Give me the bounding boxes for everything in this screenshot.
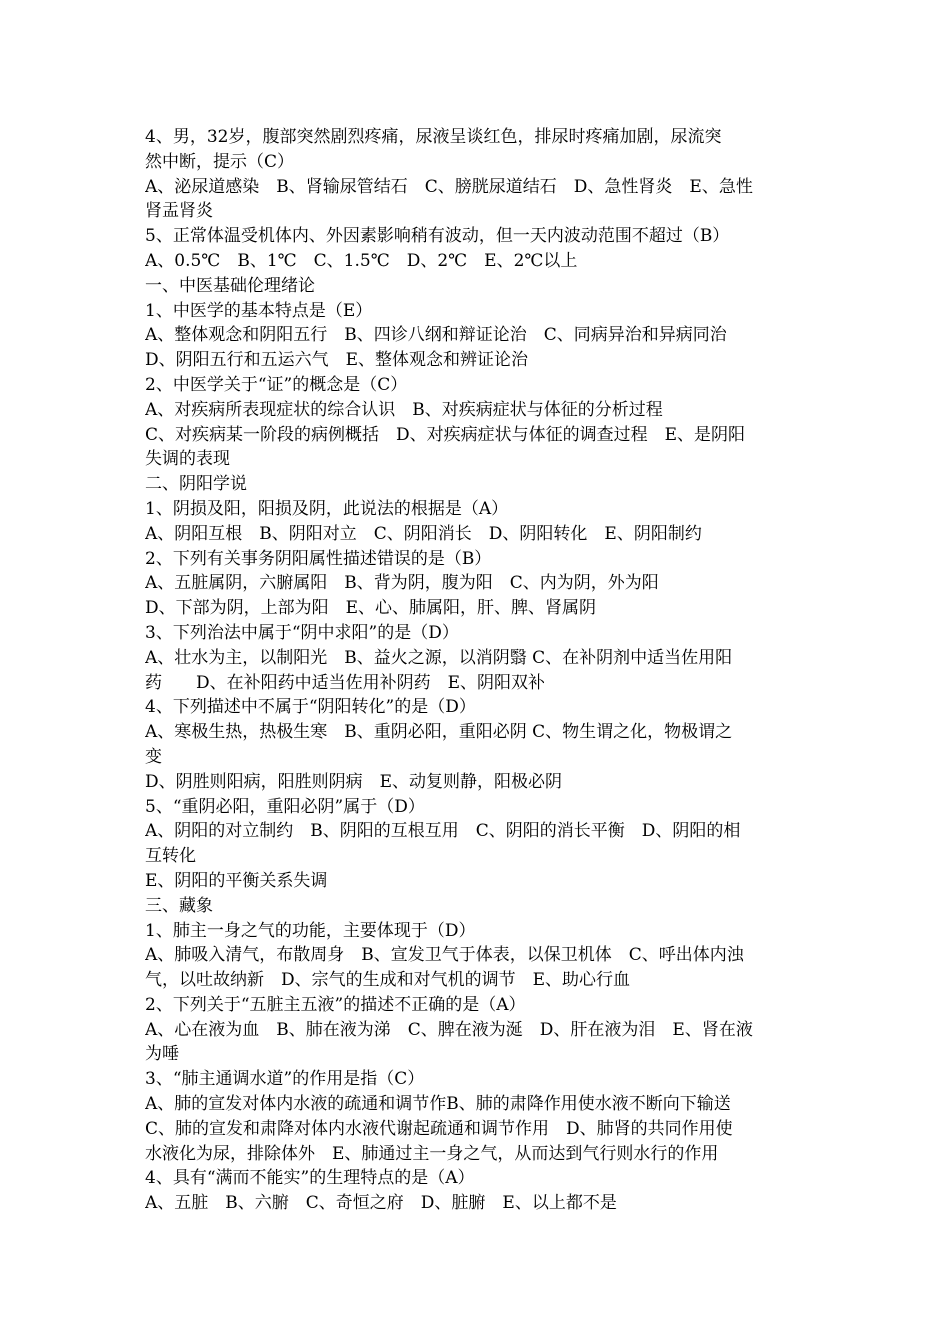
text-line: E、阴阳的平衡关系失调 [145,870,328,891]
text-line: 为唾 [145,1044,179,1065]
text-line: 3、“肺主通调水道”的作用是指（C） [145,1069,425,1090]
text-line: 1、阴损及阳，阳损及阴，此说法的根据是（A） [145,498,509,519]
text-line: A、阴阳互根 B、阴阳对立 C、阴阳消长 D、阴阳转化 E、阴阳制约 [145,523,702,544]
section-heading: 一、中医基础伦理绪论 [145,275,315,296]
text-line: A、心在液为血 B、肺在液为涕 C、脾在液为涎 D、肝在液为泪 E、肾在液 [145,1019,753,1040]
text-line: 5、正常体温受机体内、外因素影响稍有波动，但一天内波动范围不超过（B） [145,226,730,247]
text-line: A、肺的宣发对体内水液的疏通和调节作B、肺的肃降作用使水液不断向下输送 [145,1094,731,1115]
text-line: 4、男，32岁，腹部突然剧烈疼痛，尿液呈谈红色，排尿时疼痛加剧，尿流突 [145,127,722,147]
text-line: 互转化 [145,846,196,867]
text-line: D、下部为阴，上部为阳 E、心、肺属阳，肝、脾、肾属阴 [145,598,597,619]
text-line: D、阴阳五行和五运六气 E、整体观念和辨证论治 [145,350,529,371]
text-line: 3、下列治法中属于“阴中求阳”的是（D） [145,622,459,643]
text-line: C、对疾病某一阶段的病例概括 D、对疾病症状与体征的调查过程 E、是阴阳 [145,424,746,445]
text-line: 水液化为尿，排除体外 E、肺通过主一身之气，从而达到气行则水行的作用 [145,1143,719,1164]
text-line: D、阴胜则阳病，阳胜则阴病 E、动复则静，阳极必阴 [145,771,563,792]
text-line: 失调的表现 [145,449,230,470]
text-line: 气，以吐故纳新 D、宗气的生成和对气机的调节 E、助心行血 [145,970,631,991]
text-line: 4、具有“满而不能实”的生理特点的是（A） [145,1168,475,1189]
section-heading: 三、藏象 [145,895,213,916]
text-line: 变 [145,746,162,767]
text-line: 1、中医学的基本特点是（E） [145,300,373,321]
text-line: 然中断，提示（C） [145,151,295,172]
text-line: 2、下列关于“五脏主五液”的描述不正确的是（A） [145,994,526,1015]
text-line: 1、肺主一身之气的功能，主要体现于（D） [145,920,476,941]
text-line: 药 D、在补阳药中适当佐用补阴药 E、阴阳双补 [145,672,546,693]
text-line: A、整体观念和阴阳五行 B、四诊八纲和辩证论治 C、同病异治和异病同治 [145,325,727,346]
text-line: 4、下列描述中不属于“阴阳转化”的是（D） [145,697,476,718]
text-line: A、肺吸入清气，布散周身 B、宣发卫气于体表，以保卫机体 C、呼出体内浊 [145,945,744,966]
text-line: A、壮水为主，以制阳光 B、益火之源，以消阴翳 C、在补阴剂中适当佐用阳 [145,647,733,668]
text-line: A、五脏属阴，六腑属阳 B、背为阴，腹为阳 C、内为阴，外为阳 [145,573,659,594]
text-line: 2、中医学关于“证”的概念是（C） [145,374,408,395]
text-line: 5、“重阴必阳，重阳必阴”属于（D） [145,796,425,817]
text-line: A、寒极生热，热极生寒 B、重阴必阳，重阳必阴 C、物生谓之化，物极谓之 [145,722,733,743]
text-line: 2、下列有关事务阴阳属性描述错误的是（B） [145,548,492,569]
text-line: 肾盂肾炎 [145,201,213,222]
text-line: A、0.5℃ B、1℃ C、1.5℃ D、2℃ E、2℃以上 [145,250,578,271]
text-line: A、泌尿道感染 B、肾输尿管结石 C、膀胱尿道结石 D、急性肾炎 E、急性 [145,176,753,197]
document-body [145,125,809,1216]
section-heading: 二、阴阳学说 [145,474,247,495]
text-line: A、阴阳的对立制约 B、阴阳的互根互用 C、阴阳的消长平衡 D、阴阳的相 [145,821,741,842]
text-line: A、对疾病所表现症状的综合认识 B、对疾病症状与体征的分析过程 [145,399,663,420]
text-line: C、肺的宣发和肃降对体内水液代谢起疏通和调节作用 D、肺肾的共同作用使 [145,1118,733,1139]
text-line: A、五脏 B、六腑 C、奇恒之府 D、脏腑 E、以上都不是 [145,1193,617,1214]
